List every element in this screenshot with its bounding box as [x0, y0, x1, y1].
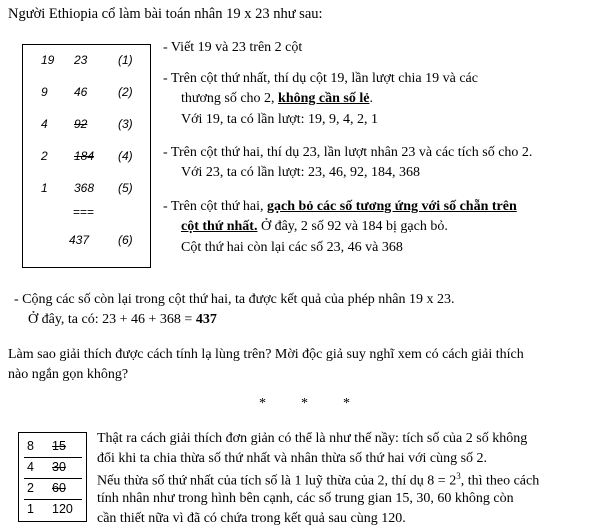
step-4-line-2	[181, 219, 448, 235]
explain-line-2: đổi khi ta chia thừa số thứ nhất và nhân thừa số thứ hai với cùng số 2.	[97, 451, 488, 466]
step-4-line-3: Cột thứ hai còn lại các số 23, 46 và 368	[181, 240, 403, 255]
step-2-text: thương số cho 2,	[181, 91, 275, 106]
section-divider-stars: * * *	[259, 396, 350, 411]
sum-line-2	[28, 312, 217, 328]
step-2-line-3: Với 19, ta có lần lượt: 19, 9, 4, 2, 1	[181, 112, 378, 127]
table-cell-index: (3)	[118, 117, 133, 131]
table-cell-index: (4)	[118, 149, 133, 163]
table-cell-factor: 8	[27, 439, 34, 453]
row-divider	[24, 478, 82, 479]
explain-text-b: , thì theo cách	[460, 473, 540, 489]
explain-line-3	[97, 471, 539, 490]
step-4-emphasis-2: cột thứ nhất.	[181, 219, 258, 234]
table-cell-product: 60	[52, 481, 66, 495]
table-cell-factor: 4	[27, 460, 34, 474]
table-cell-halving: 19	[41, 53, 55, 67]
sum-line-1: - Cộng các số còn lại trong cột thứ hai, ta được kết quả của phép nhân 19 x 23.	[14, 292, 455, 307]
explain-text-a: Nếu thừa số thứ nhất của tích số là 1 luỹ thừa của 2, thí dụ 8 = 2	[97, 473, 457, 489]
step-3-line-2: Với 23, ta có lần lượt: 23, 46, 92, 184, 368	[181, 165, 420, 180]
multiplication-table	[22, 44, 151, 268]
explain-line-1: Thật ra cách giải thích đơn giản có thể là như thế nầy: tích số của 2 số không	[97, 431, 528, 446]
table-cell-halving: 9	[41, 85, 48, 99]
step-3-line-1: - Trên cột thứ hai, thí dụ 23, lần lượt nhân 23 và các tích số cho 2.	[163, 145, 533, 160]
table-cell-index: (2)	[118, 85, 133, 99]
table-cell-factor: 1	[27, 502, 34, 516]
table-total-index: (6)	[118, 233, 133, 247]
page-title: Người Ethiopia cổ làm bài toán nhân 19 x 23 như sau:	[8, 6, 323, 22]
table-total: 437	[69, 233, 90, 247]
table-cell-product: 15	[52, 439, 66, 453]
step-4-line-1	[163, 199, 517, 215]
table-cell-product: 120	[52, 502, 73, 516]
table-cell-doubling: 92	[74, 117, 88, 131]
question-line-2: nào ngắn gọn không?	[8, 367, 129, 382]
sum-result: 437	[195, 312, 217, 327]
table-cell-index: (5)	[118, 181, 133, 195]
table-cell-factor: 2	[27, 481, 34, 495]
explain-line-5: cần thiết nữa vì đã có chứa trong kết quả sau cùng 120.	[97, 511, 406, 526]
sum-equation: Ở đây, ta có: 23 + 46 + 368 =	[28, 312, 193, 327]
exponent: 3	[456, 471, 461, 481]
table-cell-product: 30	[52, 460, 66, 474]
table-cell-doubling: 23	[74, 53, 88, 67]
row-divider	[24, 499, 82, 500]
table-cell-doubling: 46	[74, 85, 88, 99]
table-cell-index: (1)	[118, 53, 133, 67]
step-2-line-1: - Trên cột thứ nhất, thí dụ cột 19, lần lượt chia 19 và các	[163, 71, 478, 86]
step-2-emphasis: không cần số lẻ	[278, 91, 370, 106]
step-2-line-2	[181, 91, 373, 107]
explain-line-4: tính nhân như trong hình bên cạnh, các số trung gian 15, 30, 60 không còn	[97, 491, 514, 506]
row-divider	[24, 457, 82, 458]
step-4-text: - Trên cột thứ hai,	[163, 199, 264, 214]
step-2-period: .	[369, 91, 373, 106]
step-1: - Viết 19 và 23 trên 2 cột	[163, 40, 303, 55]
step-4-text-2: Ở đây, 2 số 92 và 184 bị gạch bỏ.	[260, 219, 448, 234]
table-separator: ===	[73, 205, 95, 219]
table-cell-doubling: 184	[74, 149, 95, 163]
question-line-1: Làm sao giải thích được cách tính lạ lùng trên? Mời độc giả suy nghĩ xem có cách giải thích	[8, 347, 524, 362]
table-cell-halving: 2	[41, 149, 48, 163]
table-cell-doubling: 368	[74, 181, 95, 195]
table-cell-halving: 1	[41, 181, 48, 195]
power-of-two-table	[18, 432, 87, 522]
step-4-emphasis: gạch bỏ các số tương ứng với số chẵn trên	[267, 199, 517, 214]
table-cell-halving: 4	[41, 117, 48, 131]
